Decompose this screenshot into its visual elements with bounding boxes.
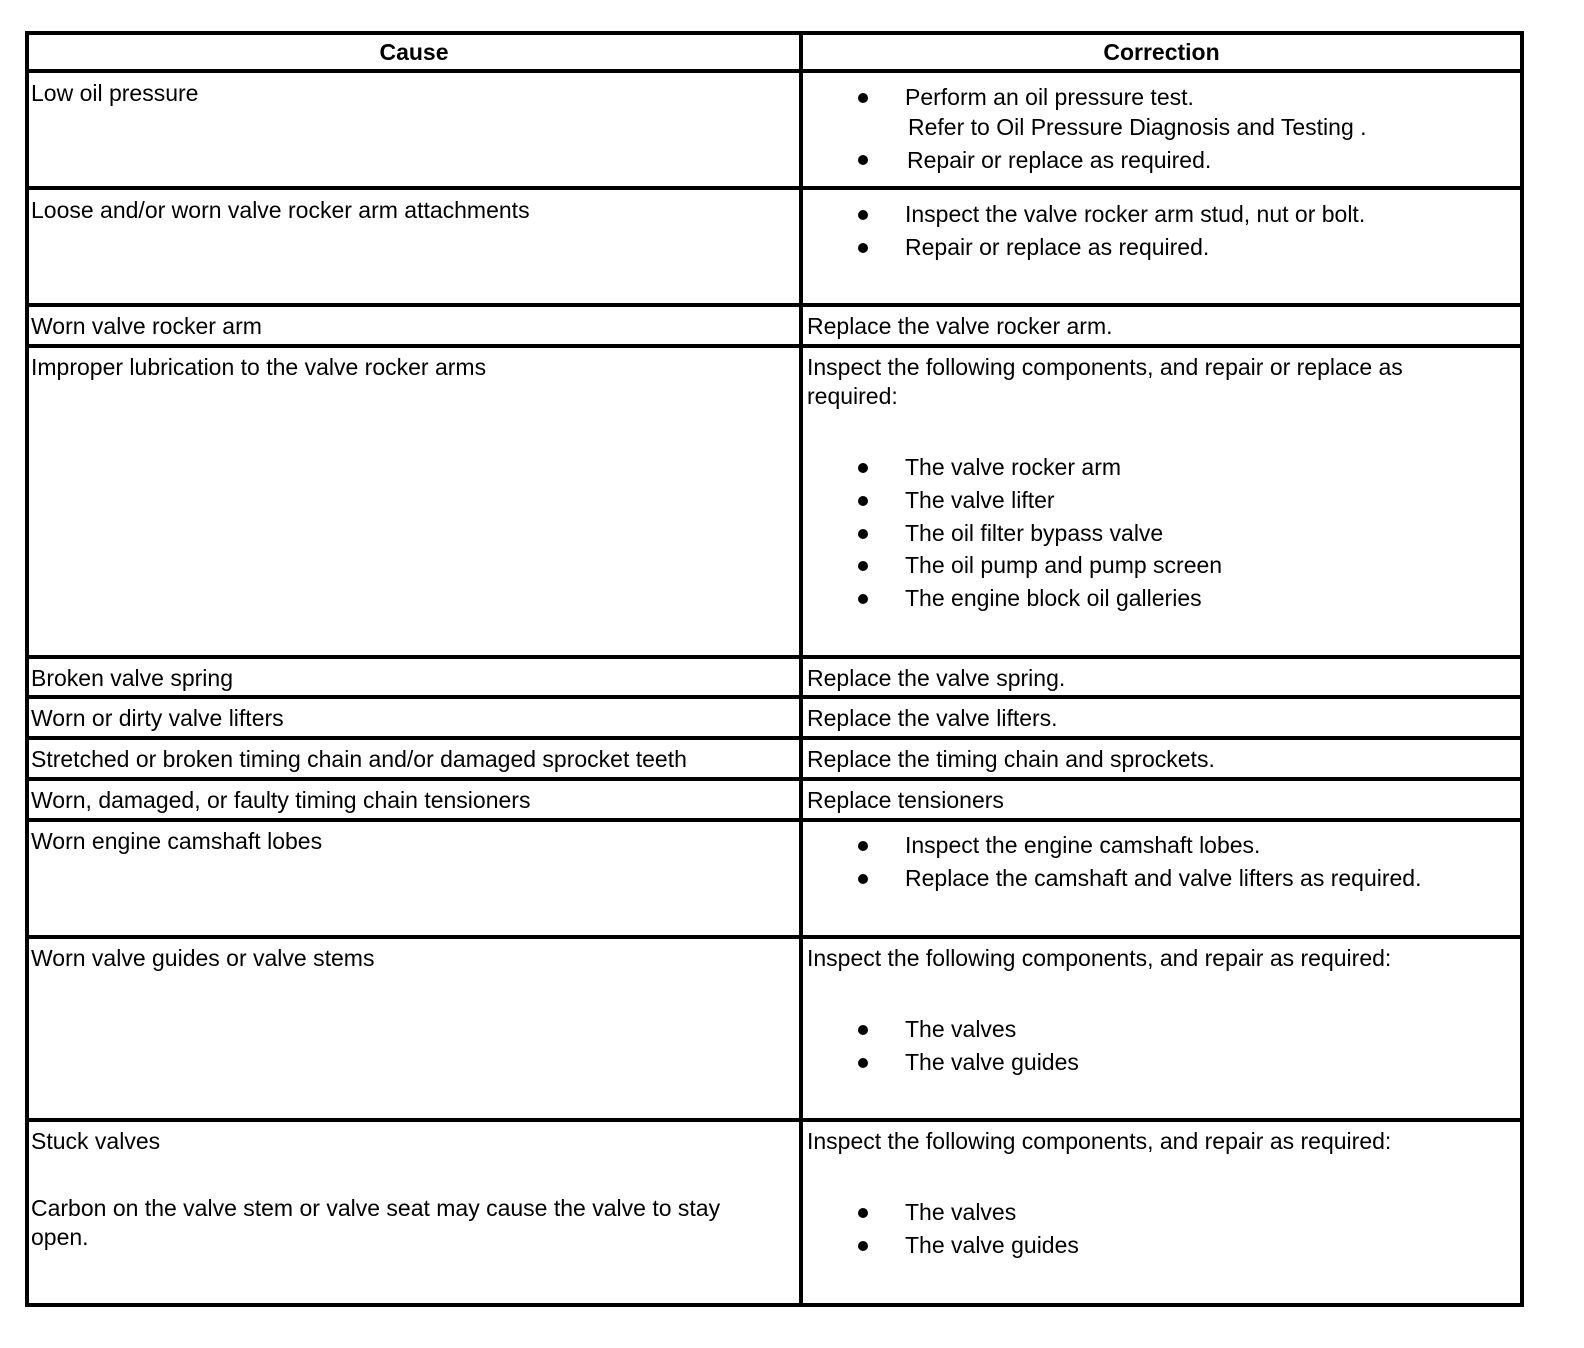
- correction-bullet: Inspect the engine camshaft lobes.: [905, 832, 1261, 858]
- cause-cell: Worn engine camshaft lobes: [31, 828, 323, 854]
- row-divider: [25, 935, 1524, 939]
- correction-reference: Refer to Oil Pressure Diagnosis and Testing .: [908, 114, 1367, 140]
- bullet-icon: [858, 93, 868, 103]
- correction-bullet: The valve guides: [905, 1049, 1079, 1075]
- row-divider: [25, 69, 1524, 73]
- row-divider: [25, 695, 1524, 699]
- row-divider: [25, 1118, 1524, 1122]
- cause-note: open.: [31, 1224, 89, 1250]
- header-cause: Cause: [379, 39, 449, 65]
- cause-cell: Loose and/or worn valve rocker arm attachments: [31, 197, 530, 223]
- correction-bullet: The valve rocker arm: [905, 454, 1122, 480]
- bullet-icon: [858, 561, 868, 571]
- cause-cell: Stuck valves: [31, 1128, 161, 1154]
- correction-intro: required:: [807, 383, 898, 409]
- bullet-icon: [858, 155, 868, 165]
- bullet-icon: [858, 210, 868, 220]
- correction-intro: Inspect the following components, and repair or replace as: [807, 354, 1403, 380]
- row-divider: [25, 777, 1524, 781]
- correction-bullet: The oil filter bypass valve: [905, 520, 1164, 546]
- bullet-icon: [858, 841, 868, 851]
- header-correction: Correction: [1103, 39, 1220, 65]
- cause-cell: Worn, damaged, or faulty timing chain tensioners: [31, 787, 531, 813]
- cause-cell: Worn or dirty valve lifters: [31, 705, 284, 731]
- cause-note: Carbon on the valve stem or valve seat may cause the valve to stay: [31, 1195, 721, 1221]
- cause-cell: Low oil pressure: [31, 80, 199, 106]
- bullet-icon: [858, 874, 868, 884]
- bullet-icon: [858, 1241, 868, 1251]
- bullet-icon: [858, 1025, 868, 1035]
- diagnosis-table: [25, 31, 1524, 1307]
- correction-bullet: The valves: [905, 1016, 1017, 1042]
- bullet-icon: [858, 1058, 868, 1068]
- correction-bullet: Repair or replace as required.: [907, 147, 1212, 173]
- correction-bullet: The engine block oil galleries: [905, 585, 1202, 611]
- correction-cell: Replace the valve spring.: [807, 665, 1066, 691]
- bullet-icon: [858, 529, 868, 539]
- table-border-top: [25, 31, 1524, 35]
- cause-cell: Stretched or broken timing chain and/or damaged sprocket teeth: [31, 746, 687, 772]
- table-border-left: [25, 31, 29, 1307]
- row-divider: [25, 655, 1524, 659]
- correction-cell: Replace the valve rocker arm.: [807, 313, 1113, 339]
- cause-cell: Broken valve spring: [31, 665, 233, 691]
- correction-bullet: The valve lifter: [905, 487, 1055, 513]
- column-divider: [799, 31, 803, 1307]
- correction-intro: Inspect the following components, and repair as required:: [807, 945, 1392, 971]
- correction-cell: Replace the valve lifters.: [807, 705, 1058, 731]
- cause-cell: Worn valve guides or valve stems: [31, 945, 375, 971]
- row-divider: [25, 818, 1524, 822]
- row-divider: [25, 736, 1524, 740]
- table-border-bottom: [25, 1303, 1524, 1307]
- row-divider: [25, 344, 1524, 348]
- correction-bullet: Replace the camshaft and valve lifters as required.: [905, 865, 1422, 891]
- row-divider: [25, 186, 1524, 190]
- correction-cell: Replace the timing chain and sprockets.: [807, 746, 1215, 772]
- correction-bullet: Inspect the valve rocker arm stud, nut or bolt.: [905, 201, 1366, 227]
- correction-bullet: The oil pump and pump screen: [905, 552, 1223, 578]
- bullet-icon: [858, 496, 868, 506]
- cause-cell: Improper lubrication to the valve rocker arms: [31, 354, 487, 380]
- correction-cell: Replace tensioners: [807, 787, 1004, 813]
- bullet-icon: [858, 243, 868, 253]
- correction-bullet: Repair or replace as required.: [905, 234, 1210, 260]
- bullet-icon: [858, 594, 868, 604]
- correction-bullet: The valve guides: [905, 1232, 1079, 1258]
- bullet-icon: [858, 1208, 868, 1218]
- correction-intro: Inspect the following components, and repair as required:: [807, 1128, 1392, 1154]
- table-border-right: [1520, 31, 1524, 1307]
- correction-bullet: The valves: [905, 1199, 1017, 1225]
- cause-cell: Worn valve rocker arm: [31, 313, 262, 339]
- row-divider: [25, 303, 1524, 307]
- bullet-icon: [858, 463, 868, 473]
- correction-bullet: Perform an oil pressure test.: [905, 84, 1194, 110]
